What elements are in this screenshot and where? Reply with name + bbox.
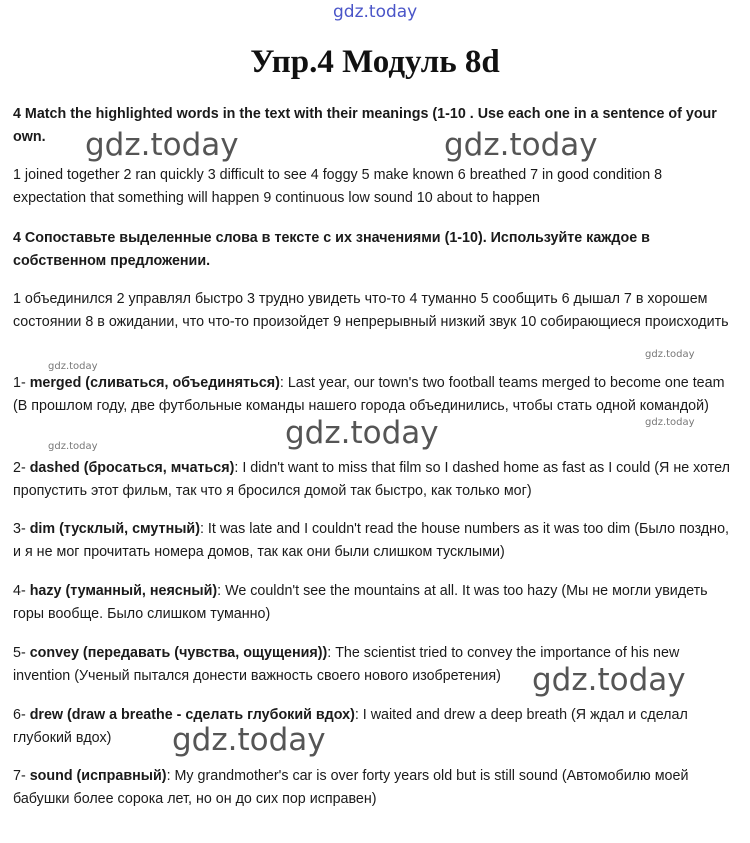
answer-item — [13, 518, 738, 564]
meanings-russian: 1 объединился 2 управлял быстро 3 трудно увидеть что-то 4 туманно 5 сообщить 6 дышал 7 в хорошем состоянии 8 в ожидании, что что-то произойдет 9 непрерывный низкий звук 10 собирающиеся происходить — [13, 291, 729, 330]
answer-item — [13, 642, 738, 688]
answer-term: dashed (бросаться, мчаться) — [29, 460, 235, 476]
answer-number: 7- — [13, 768, 30, 784]
answer-number: 6- — [13, 707, 30, 723]
answer-text: : We couldn't see the mountains at all. It was too hazy (Мы не могли увидеть горы вообще. Было слишком туманно) — [13, 583, 708, 622]
answer-text: : My grandmother's car is over forty years old but is still sound (Автомобилю моей бабушки более сорока лет, но он до сих пор исправен) — [13, 768, 689, 807]
answer-term: hazy (туманный, неясный) — [29, 583, 218, 599]
answer-text: : Last year, our town's two football teams merged to become one team (В прошлом году, две футбольные команды нашего города объединились, чтобы стать одной командой) — [13, 375, 725, 414]
answer-number: 5- — [13, 645, 30, 661]
page-title: Упр.4 Модуль 8d — [250, 44, 500, 80]
watermark: gdz.today — [645, 349, 695, 360]
answer-text: : I didn't want to miss that film so I dashed home as fast as I could (Я не хотел пропустить этот фильм, так что я бросился домой так быстро, как только мог) — [13, 460, 731, 499]
watermark: gdz.today — [172, 722, 326, 758]
answer-term: convey (передавать (чувства, ощущения)) — [29, 645, 328, 661]
watermark: gdz.today — [285, 415, 439, 451]
answer-term: merged (сливаться, объединяться) — [29, 375, 280, 391]
watermark: gdz.today — [48, 361, 98, 372]
answer-number: 3- — [13, 521, 30, 537]
answer-item — [13, 704, 738, 750]
answer-text: : It was late and I couldn't read the house numbers as it was too dim (Было поздно, и я не мог прочитать номера домов, так как они были слишком тусклыми) — [13, 521, 730, 560]
watermark: gdz.today — [532, 662, 686, 698]
answer-number: 2- — [13, 460, 30, 476]
answer-item — [13, 580, 738, 626]
answer-number: 1- — [13, 375, 30, 391]
watermark: gdz.today — [48, 441, 98, 452]
answer-text: : The scientist tried to convey the importance of his new invention (Ученый пытался донести важность своего нового изобретения) — [13, 645, 680, 684]
watermark: gdz.today — [645, 417, 695, 428]
answer-term: sound (исправный) — [29, 768, 167, 784]
task-russian: 4 Сопоставьте выделенные слова в тексте с их значениями (1-10). Используйте каждое в собственном предложении. — [13, 230, 650, 269]
answer-number: 4- — [13, 583, 30, 599]
task-english: 4 Match the highlighted words in the text with their meanings (1-10 . Use each one in a sentence of your own. — [13, 106, 717, 145]
watermark-top: gdz.today — [333, 2, 418, 22]
answer-item — [13, 372, 738, 418]
answer-item — [13, 765, 738, 811]
watermark: gdz.today — [85, 127, 239, 163]
answer-text: : I waited and drew a deep breath (Я ждал и сделал глубокий вдох) — [13, 707, 688, 746]
meanings-english: 1 joined together 2 ran quickly 3 difficult to see 4 foggy 5 make known 6 breathed 7 in good condition 8 expectation that something will happen 9 continuous low sound 10 about to happen — [13, 167, 663, 206]
answer-item — [13, 457, 738, 503]
answer-term: dim (тусклый, смутный) — [29, 521, 200, 537]
watermark: gdz.today — [444, 127, 598, 163]
answer-term: drew (draw a breathe - сделать глубокий вдох) — [29, 707, 355, 723]
